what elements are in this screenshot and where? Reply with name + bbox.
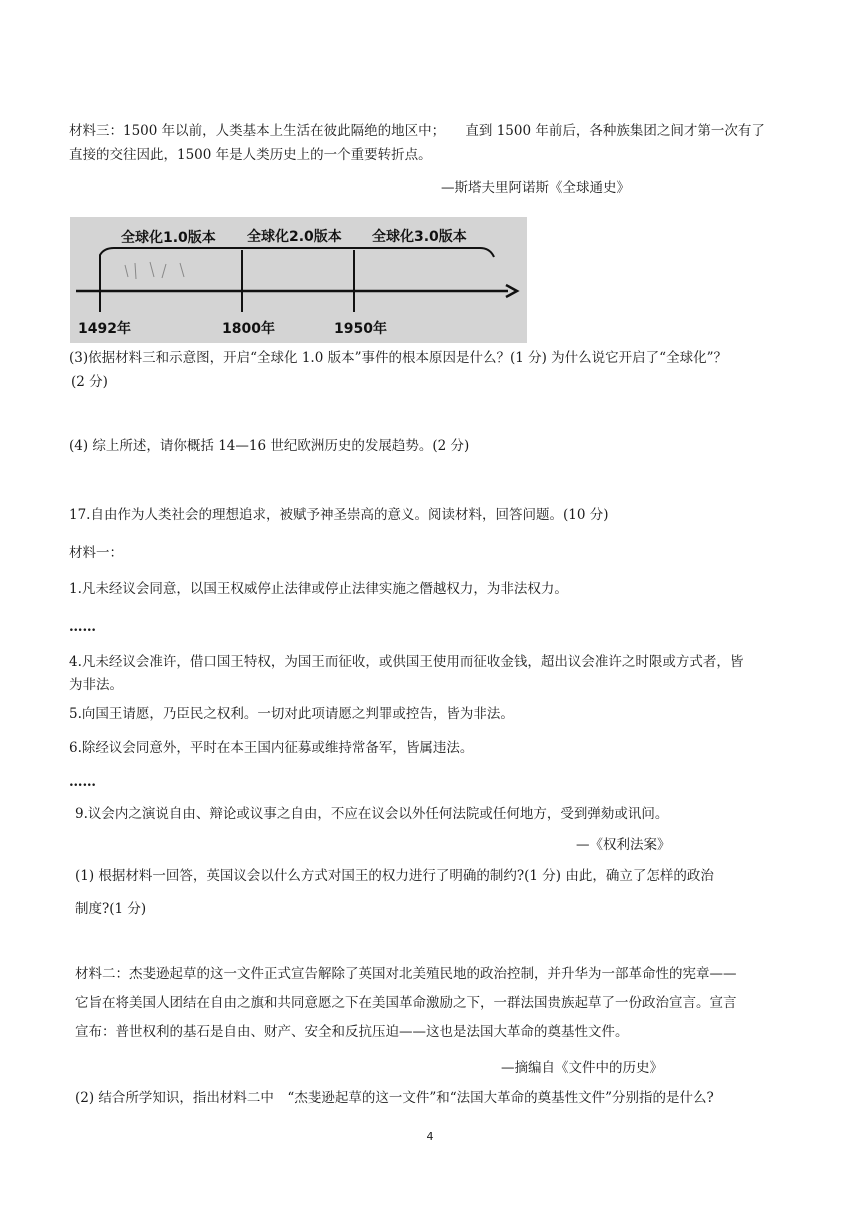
material2-line1: 材料二：杰斐逊起草的这一文件正式宣告解除了英国对北美殖民地的政治控制，并升华为一部革命性的宪章——: [75, 966, 737, 982]
bill-item-1: 1.凡未经议会同意，以国王权威停止法律或停止法律实施之僭越权力，为非法权力。: [69, 581, 568, 597]
year-label: 1492年: [78, 321, 131, 337]
version-label: 全球化2.0版本: [247, 229, 342, 245]
year-label: 1950年: [334, 321, 387, 337]
material1-label: 材料一：: [69, 545, 123, 561]
question-17-intro: 17.自由作为人类社会的理想追求，被赋予神圣崇高的意义。阅读材料，回答问题。(10 分): [69, 507, 609, 523]
question-3-line1: (3)依据材料三和示意图，开启“全球化 1.0 版本”事件的根本原因是什么？(1 分) 为什么说它开启了“全球化”？: [69, 350, 727, 366]
year-label: 1800年: [222, 321, 275, 337]
globalization-timeline-figure: [70, 217, 527, 343]
material3-line1: 材料三：1500 年以前，人类基本上生活在彼此隔绝的地区中； 直到 1500 年前后，各种族集团之间才第一次有了: [69, 123, 765, 139]
material3-source: —斯塔夫里阿诺斯《全球通史》: [441, 180, 630, 196]
ellipsis: ……: [69, 619, 96, 635]
material2-line2: 它旨在将美国人团结在自由之旗和共同意愿之下在美国革命激励之下，一群法国贵族起草了一份政治宣言。宣言: [75, 995, 737, 1011]
material2-line3: 宣布：普世权利的基石是自由、财产、安全和反抗压迫——这也是法国大革命的奠基性文件。: [75, 1024, 629, 1040]
bill-item-5: 5.向国王请愿，乃臣民之权利。一切对此项请愿之判罪或控告，皆为非法。: [69, 706, 514, 722]
page-number: 4: [426, 1130, 434, 1143]
version-label: 全球化3.0版本: [372, 229, 467, 245]
bill-item-4-line2: 为非法。: [69, 677, 123, 693]
material3-line2: 直接的交往因此，1500 年是人类历史上的一个重要转折点。: [69, 147, 432, 163]
bill-item-9: 9.议会内之演说自由、辩论或议事之自由，不应在议会以外任何法院或任何地方，受到弹劾或讯问。: [75, 806, 669, 822]
subquestion-1-line1: (1) 根据材料一回答，英国议会以什么方式对国王的权力进行了明确的制约?(1 分) 由此，确立了怎样的政治: [75, 868, 714, 884]
material2-source: —摘编自《文件中的历史》: [501, 1060, 663, 1076]
version-label: 全球化1.0版本: [121, 230, 216, 246]
question-3-line2: (2 分): [71, 374, 108, 390]
subquestion-1-line2: 制度?(1 分): [75, 901, 147, 917]
material1-source: —《权利法案》: [576, 837, 671, 853]
question-4: (4) 综上所述，请你概括 14—16 世纪欧洲历史的发展趋势。(2 分): [69, 438, 470, 454]
subquestion-2: (2) 结合所学知识，指出材料二中 “杰斐逊起草的这一文件”和“法国大革命的奠基性文件”分别指的是什么?: [75, 1090, 714, 1106]
ellipsis: ……: [69, 774, 96, 790]
bill-item-4-line1: 4.凡未经议会准许，借口国王特权，为国王而征收，或供国王使用而征收金钱，超出议会准许之时限或方式者，皆: [69, 654, 744, 670]
bill-item-6: 6.除经议会同意外，平时在本王国内征募或维持常备军，皆属违法。: [69, 740, 474, 756]
